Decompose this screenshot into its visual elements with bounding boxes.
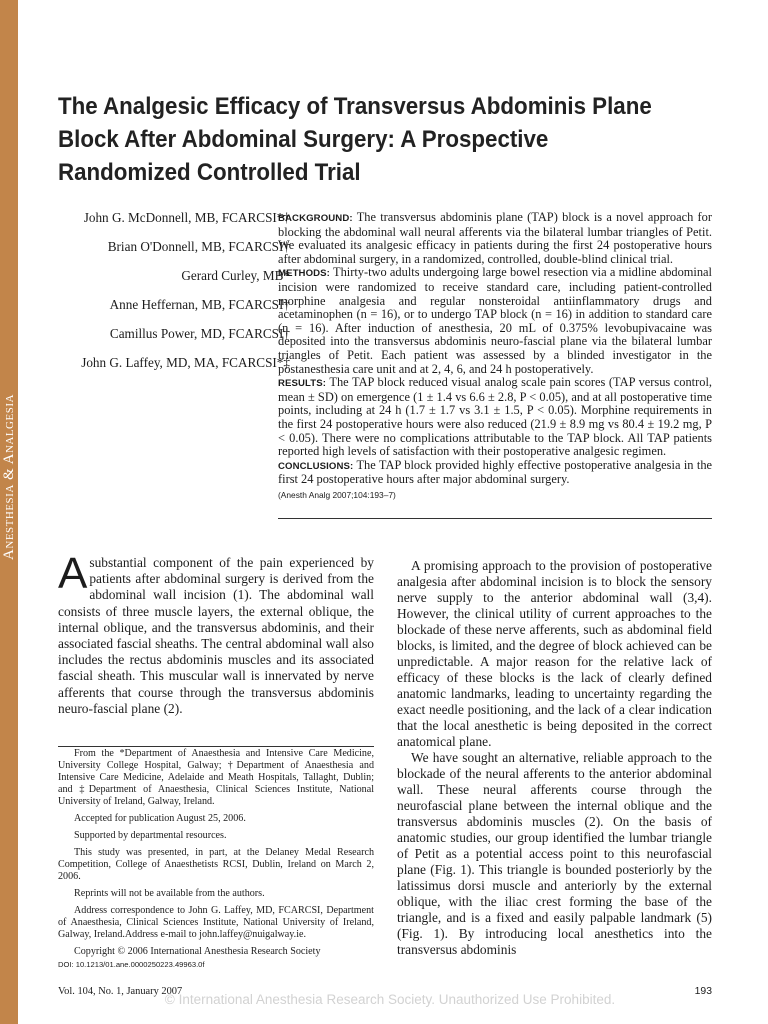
body-text: substantial component of the pain experienced by patients after abdominal surgery is derived from the abdominal wall incision (1). The abdominal wall consists of three muscle layers, the external oblique, the internal oblique, and the transversus abdominis, and their associated fascial sheaths. The central abdominal wall also includes the rectus abdominis muscles and its associated fascial sheath. This muscular wall is innervated by nerve afferents that course through the transversus abdominis neuro-fascial plane (2). bbox=[58, 555, 374, 716]
body-column-left bbox=[58, 549, 374, 717]
article-title: The Analgesic Efficacy of Transversus Abdominis Plane Block After Abdominal Surgery: A Prospective Randomized Controlled Trial bbox=[58, 93, 652, 186]
body-column-right bbox=[397, 558, 712, 958]
footnotes bbox=[58, 748, 374, 971]
footnote-reprints: Reprints will not be available from the authors. bbox=[74, 888, 265, 899]
author-name: Camillus Power, MD, FCARCSI† bbox=[109, 326, 290, 341]
footnote-affiliations: From the *Department of Anaesthesia and Intensive Care Medicine, University College Hospital, Galway; †Department of Anaesthesia and Intensive Care Medicine, Adelaide and Meath Hospitals, Tallaght, Dublin; and ‡Department of Anaesthesia, Clinical Sciences Institute, National University of Ireland, Galway, Ireland. bbox=[58, 748, 374, 807]
journal-name-vertical: Anesthesia & Analgesia bbox=[1, 394, 17, 560]
author-name: John G. McDonnell, MB, FCARCSI*† bbox=[83, 210, 290, 225]
body-paragraph: A promising approach to the provision of postoperative analgesia after abdominal incision is to block the sensory nerve supply to the anterior abdominal wall (3,4). However, the clinical utility of current approaches to the blockade of these nerve afferents, such as abdominal field blocks, is limited, and the degree of block achieved can be unpredictable. A major reason for the relative lack of efficacy of these blocks is the lack of clearly defined anatomic landmarks, leading to uncertainty regarding the exact needle positioning, and the lack of a clear indication that the local anesthetic is being deposited in the correct anatomical plane. bbox=[397, 558, 712, 749]
author-name: John G. Laffey, MD, MA, FCARCSI*‡ bbox=[81, 355, 290, 370]
body-paragraph: We have sought an alternative, reliable approach to the blockade of the neural afferents to the anterior abdominal wall. These neural afferents course through the neurofascial plane between the internal oblique and the transversus abdominis muscles (2). On the basis of anatomic studies, our group identified the lumbar triangle of Petit as a potential access point to this neurofascial plane (Fig. 1). This triangle is bounded posteriorly by the latissimus dorsi muscle and anteriorly by the external oblique, with the iliac crest forming the base of the triangle, and is a fixed and easily palpable landmark (5) (Fig. 1). By introducing local anesthetics into the transversus abdominis bbox=[397, 750, 712, 957]
abstract-background bbox=[278, 211, 712, 266]
author-list bbox=[60, 210, 290, 384]
abstract-text: Thirty-two adults undergoing large bowel resection via a midline abdominal incision were randomized to receive standard care, including patient-controlled morphine analgesia and regular nonsteroidal antiinflammatory drugs and acetaminophen (n = 16), or to undergo TAP block (n = 16) in addition to standard care (n = 16). After induction of anesthesia, 20 mL of 0.375% levobupivacaine was deposited into the transversus abdominis neuro-fascial plane via the bilateral lumbar triangles of Petit. Each patient was assessed by a blinded investigator in the postanesthesia care unit and at 2, 4, 6, and 24 h postoperatively. bbox=[278, 265, 713, 376]
author-name: Gerard Curley, MB* bbox=[181, 268, 290, 283]
footnote-support: Supported by departmental resources. bbox=[74, 830, 227, 841]
abstract-text: The TAP block reduced visual analog scale pain scores (TAP versus control, mean ± SD) on emergence (1 ± 1.4 vs 6.6 ± 2.8, P < 0.05), and at all postoperative time points, including at 24 h (1.7 ± 1.7 vs 3.1 ± 1.5, P < 0.05). Morphine requirements in the first 24 postoperative hours were also reduced (21.9 ± 8.9 mg vs 80.4 ± 19.2 mg, P < 0.05). There were no complications attributable to the TAP block. All TAP patients reported high levels of satisfaction with their postoperative analgesic regimen. bbox=[278, 375, 712, 459]
abstract-conclusions bbox=[278, 459, 712, 487]
journal-volume-info: Vol. 104, No. 1, January 2007 bbox=[58, 986, 183, 997]
page-number: 193 bbox=[694, 986, 712, 997]
abstract-text: The transversus abdominis plane (TAP) block is a novel approach for blocking the abdominal wall neural afferents via the bilateral lumbar triangles of Petit. We evaluated its analgesic efficacy in patients during the first 24 postoperative hours after abdominal surgery, in a randomized, controlled, double-blind clinical trial. bbox=[278, 210, 712, 266]
abstract-heading: CONCLUSIONS: bbox=[278, 460, 354, 472]
footnote-copyright: Copyright © 2006 International Anesthesia Research Society bbox=[74, 946, 321, 957]
abstract-divider bbox=[278, 518, 712, 519]
abstract-results bbox=[278, 376, 712, 459]
doi: DOI: 10.1213/01.ane.0000250223.49963.0f bbox=[58, 960, 205, 969]
abstract-heading: METHODS: bbox=[278, 268, 330, 280]
abstract-methods bbox=[278, 266, 712, 376]
copyright-watermark: © International Anesthesia Research Society. Unauthorized Use Prohibited. bbox=[164, 992, 616, 1007]
body-paragraph bbox=[58, 549, 374, 717]
author-name: Anne Heffernan, MB, FCARCSI† bbox=[109, 297, 290, 312]
drop-cap: A bbox=[58, 549, 88, 598]
abstract-heading: BACKGROUND: bbox=[278, 213, 353, 224]
footnote-correspondence: Address correspondence to John G. Laffey, MD, FCARCSI, Department of Anaesthesia, Clinical Sciences Institute, National University of Ireland, Galway, Ireland.Address e-mail to john.laffey@nuigalway.ie. bbox=[58, 905, 374, 940]
footnote-accepted: Accepted for publication August 25, 2006. bbox=[74, 813, 246, 824]
abstract-heading: RESULTS: bbox=[278, 378, 327, 390]
footnote-divider bbox=[58, 746, 374, 747]
footnote-presented: This study was presented, in part, at the Delaney Medal Research Competition, College of Anaesthetists RCSI, Dublin, Ireland on March 2, 2006. bbox=[58, 847, 374, 882]
journal-citation: (Anesth Analg 2007;104:193–7) bbox=[278, 489, 396, 500]
abstract bbox=[278, 211, 712, 502]
author-name: Brian O'Donnell, MB, FCARCSI† bbox=[107, 239, 290, 254]
abstract-text: The TAP block provided highly effective postoperative analgesia in the first 24 postoperative hours after major abdominal surgery. bbox=[278, 457, 713, 487]
